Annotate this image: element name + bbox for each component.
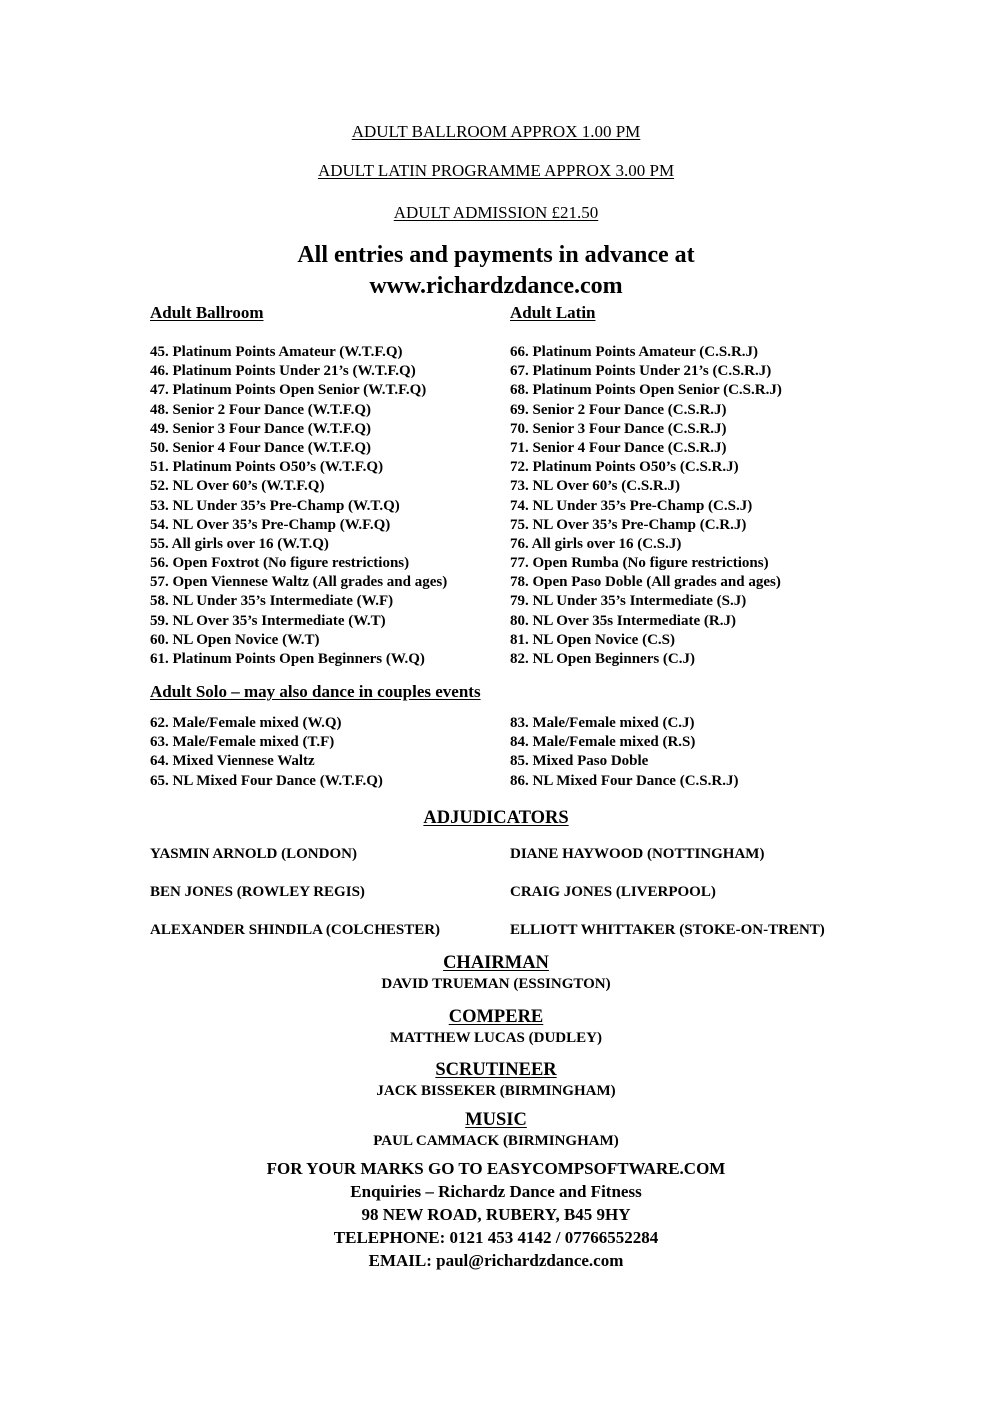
latin-event: 71. Senior 4 Four Dance (C.S.R.J) bbox=[510, 439, 727, 456]
compere-name: MATTHEW LUCAS (DUDLEY) bbox=[390, 1030, 602, 1046]
latin-event: 73. NL Over 60’s (C.S.R.J) bbox=[510, 478, 680, 495]
entries-notice-line1: All entries and payments in advance at bbox=[297, 242, 695, 268]
chairman-heading: CHAIRMAN bbox=[443, 953, 549, 973]
latin-event: 66. Platinum Points Amateur (C.S.R.J) bbox=[510, 344, 759, 360]
solo-event: 85. Mixed Paso Doble bbox=[510, 753, 649, 770]
ballroom-event: 59. NL Over 35’s Intermediate (W.T) bbox=[150, 612, 386, 629]
music-heading: MUSIC bbox=[465, 1110, 527, 1130]
email-line: EMAIL: paul@richardzdance.com bbox=[368, 1251, 624, 1270]
chairman-name: DAVID TRUEMAN (ESSINGTON) bbox=[381, 976, 611, 992]
latin-event: 67. Platinum Points Under 21’s (C.S.R.J) bbox=[510, 363, 772, 380]
solo-event: 64. Mixed Viennese Waltz bbox=[150, 753, 315, 770]
ballroom-event: 58. NL Under 35’s Intermediate (W.F) bbox=[150, 593, 394, 610]
latin-event-list bbox=[510, 343, 782, 669]
solo-event: 62. Male/Female mixed (W.Q) bbox=[150, 715, 342, 731]
telephone-line: TELEPHONE: 0121 453 4142 / 07766552284 bbox=[333, 1228, 659, 1247]
compere-heading: COMPERE bbox=[448, 1007, 544, 1027]
adjudicator-name: DIANE HAYWOOD (NOTTINGHAM) bbox=[510, 846, 765, 862]
solo-left-list bbox=[150, 714, 383, 791]
ballroom-start-time: ADULT BALLROOM APPROX 1.00 PM bbox=[351, 122, 641, 141]
solo-right-list bbox=[510, 714, 738, 791]
scrutineer-heading: SCRUTINEER bbox=[435, 1060, 557, 1080]
scrutineer-name: JACK BISSEKER (BIRMINGHAM) bbox=[376, 1083, 616, 1099]
solo-event: 86. NL Mixed Four Dance (C.S.R.J) bbox=[510, 772, 739, 789]
adjudicator-name: BEN JONES (ROWLEY REGIS) bbox=[150, 884, 365, 900]
latin-start-time: ADULT LATIN PROGRAMME APPROX 3.00 PM bbox=[317, 161, 675, 180]
latin-event: 69. Senior 2 Four Dance (C.S.R.J) bbox=[510, 401, 727, 418]
entries-website: www.richardzdance.com bbox=[369, 273, 623, 299]
latin-heading: Adult Latin bbox=[510, 303, 596, 322]
address-line: 98 NEW ROAD, RUBERY, B45 9HY bbox=[361, 1205, 631, 1224]
latin-event: 78. Open Paso Doble (All grades and ages) bbox=[510, 574, 781, 591]
latin-event: 68. Platinum Points Open Senior (C.S.R.J) bbox=[510, 382, 782, 399]
ballroom-event: 60. NL Open Novice (W.T) bbox=[150, 631, 320, 648]
ballroom-event: 51. Platinum Points O50’s (W.T.F.Q) bbox=[150, 459, 384, 476]
admission-price: ADULT ADMISSION £21.50 bbox=[393, 203, 599, 222]
ballroom-event: 61. Platinum Points Open Beginners (W.Q) bbox=[150, 651, 425, 667]
latin-event: 70. Senior 3 Four Dance (C.S.R.J) bbox=[510, 420, 727, 437]
ballroom-event: 53. NL Under 35’s Pre-Champ (W.T.Q) bbox=[150, 497, 400, 514]
solo-heading: Adult Solo – may also dance in couples events bbox=[150, 682, 481, 701]
ballroom-event: 50. Senior 4 Four Dance (W.T.F.Q) bbox=[150, 439, 371, 456]
adjudicator-name: CRAIG JONES (LIVERPOOL) bbox=[510, 884, 716, 900]
ballroom-event: 48. Senior 2 Four Dance (W.T.F.Q) bbox=[150, 401, 371, 418]
ballroom-event: 57. Open Viennese Waltz (All grades and ages) bbox=[150, 574, 448, 591]
latin-event: 74. NL Under 35’s Pre-Champ (C.S.J) bbox=[510, 497, 753, 514]
ballroom-event-list bbox=[150, 343, 447, 669]
marks-notice: FOR YOUR MARKS GO TO EASYCOMPSOFTWARE.COM bbox=[266, 1159, 726, 1178]
ballroom-event: 55. All girls over 16 (W.T.Q) bbox=[150, 535, 329, 552]
latin-event: 76. All girls over 16 (C.S.J) bbox=[510, 535, 682, 552]
ballroom-event: 47. Platinum Points Open Senior (W.T.F.Q) bbox=[150, 382, 427, 399]
ballroom-event: 49. Senior 3 Four Dance (W.T.F.Q) bbox=[150, 420, 371, 437]
latin-event: 80. NL Over 35s Intermediate (R.J) bbox=[510, 612, 736, 629]
ballroom-event: 46. Platinum Points Under 21’s (W.T.F.Q) bbox=[150, 363, 416, 380]
solo-event: 63. Male/Female mixed (T.F) bbox=[150, 734, 335, 751]
latin-event: 81. NL Open Novice (C.S) bbox=[510, 631, 675, 648]
enquiries-line: Enquiries – Richardz Dance and Fitness bbox=[350, 1182, 642, 1201]
solo-event: 84. Male/Female mixed (R.S) bbox=[510, 734, 696, 751]
solo-event: 65. NL Mixed Four Dance (W.T.F.Q) bbox=[150, 772, 383, 789]
adjudicator-name: ALEXANDER SHINDILA (COLCHESTER) bbox=[150, 922, 441, 938]
adjudicator-name: YASMIN ARNOLD (LONDON) bbox=[150, 846, 357, 862]
ballroom-event: 56. Open Foxtrot (No figure restrictions) bbox=[150, 555, 410, 572]
ballroom-heading: Adult Ballroom bbox=[150, 303, 264, 322]
ballroom-event: 45. Platinum Points Amateur (W.T.F.Q) bbox=[150, 344, 403, 360]
solo-event: 83. Male/Female mixed (C.J) bbox=[510, 715, 695, 731]
latin-event: 72. Platinum Points O50’s (C.S.R.J) bbox=[510, 459, 739, 476]
latin-event: 75. NL Over 35’s Pre-Champ (C.R.J) bbox=[510, 516, 747, 533]
music-name: PAUL CAMMACK (BIRMINGHAM) bbox=[373, 1133, 619, 1149]
ballroom-event: 54. NL Over 35’s Pre-Champ (W.F.Q) bbox=[150, 516, 391, 533]
latin-event: 82. NL Open Beginners (C.J) bbox=[510, 651, 696, 667]
entries-notice bbox=[0, 240, 992, 302]
adjudicators-heading: ADJUDICATORS bbox=[423, 808, 569, 828]
latin-event: 79. NL Under 35’s Intermediate (S.J) bbox=[510, 593, 747, 610]
latin-event: 77. Open Rumba (No figure restrictions) bbox=[510, 555, 769, 572]
ballroom-event: 52. NL Over 60’s (W.T.F.Q) bbox=[150, 478, 325, 495]
adjudicator-name: ELLIOTT WHITTAKER (STOKE-ON-TRENT) bbox=[510, 922, 825, 938]
